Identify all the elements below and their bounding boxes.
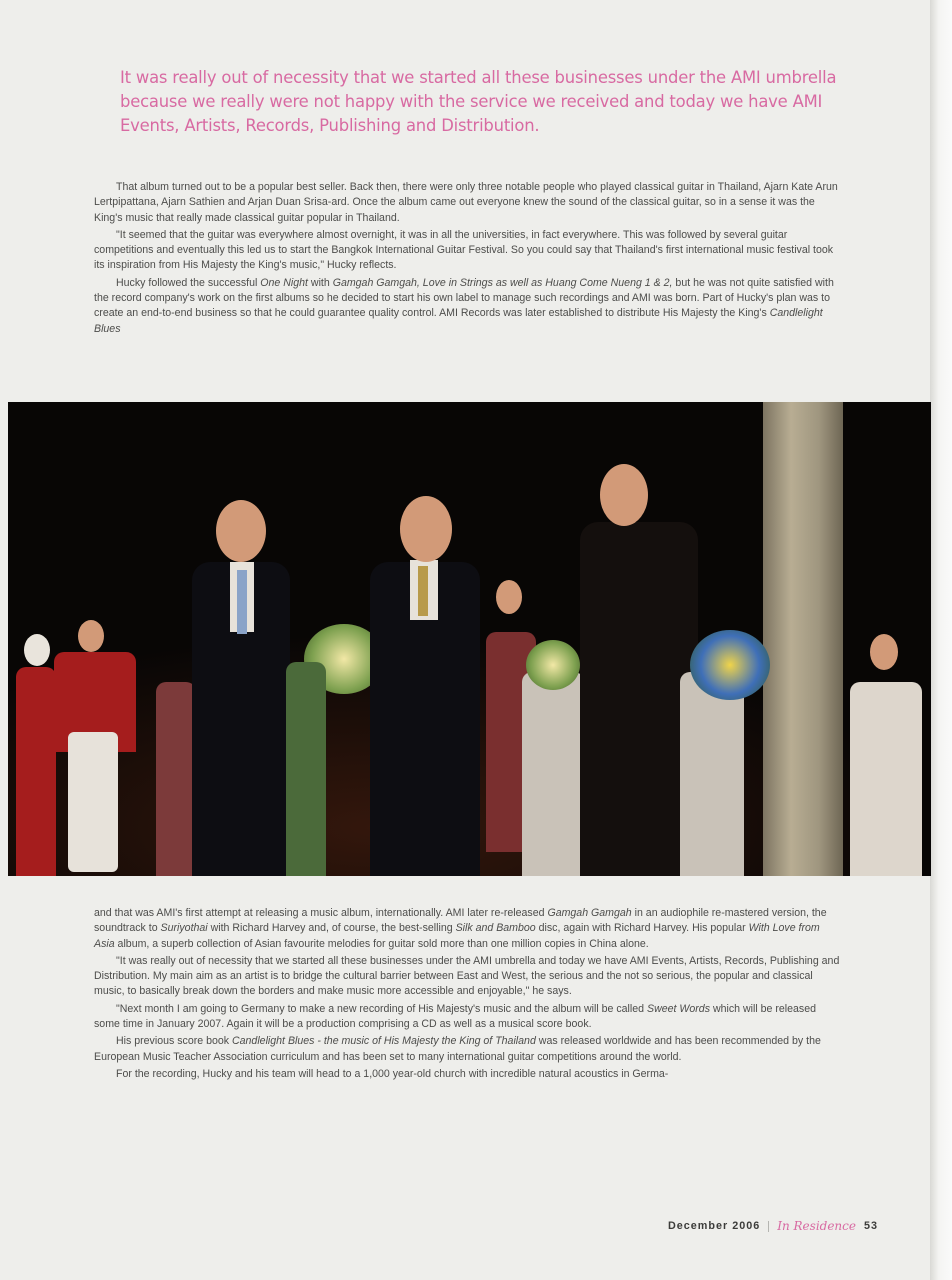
paragraph: [94, 1002, 842, 1033]
footer-divider: [768, 1221, 769, 1232]
magazine-name: In Residence: [777, 1219, 856, 1233]
paragraph: For the recording, Hucky and his team will head to a 1,000 year-old church with incredible natural acoustics in Germa-: [116, 1067, 669, 1080]
paragraph: That album turned out to be a popular best seller. Back then, there were only three notable people who played classical guitar in Thailand, Ajarn Kate Arun Lertpipattana, Ajarn Sathien and Arjan Duan Srisa-ard. Once the album came out everyone knew the sound of the classical guitar, so in a sense it was the King's music that really made classical guitar popular in Thailand.: [94, 181, 838, 224]
performer-head: [496, 580, 522, 614]
text-run: disc, again with Richard Harvey. His popular: [535, 922, 749, 935]
flower-bouquet: [526, 640, 580, 690]
text-run: but he was not quite satisfied with the record company's work on the first albums so he decided to start his own label to manage such recordings and AMI was born. Part of Hucky's plan was to create an end-to-end business so that he could guarantee quality control. AMI Records was later established to distribute His Majesty the King's: [94, 276, 834, 320]
paragraph: [94, 276, 842, 337]
performer-head: [78, 620, 104, 652]
album-title: Gamgah Gamgah, Love in Strings as well as Huang Come Nueng 1 & 2,: [332, 276, 673, 289]
performer-figure: [680, 672, 744, 876]
tie: [418, 566, 428, 616]
text-run: His previous score book: [116, 1035, 232, 1048]
man-head: [400, 496, 452, 562]
man-head: [600, 464, 648, 526]
text-run: which will be released some time in January 2007. Again it will be a production comprising a CD as well as a musical score book.: [94, 1002, 816, 1031]
paragraph: "It seemed that the guitar was everywhere almost overnight, it was in all the universities, in fact everywhere. This was followed by several guitar competitions and eventually this led us to start the Bangkok International Guitar Festival. So you could say that Thailand's first international music festival took its inspiration from His Majesty the King's music," Hucky reflects.: [94, 228, 834, 272]
pull-quote: It was really out of necessity that we started all these businesses under the AMI umbrella because we really were not happy with the service we received and today we have AMI Events, Artists, Records, Publishing and Distribution.: [120, 68, 837, 135]
performer-figure: [850, 682, 922, 876]
performer-legs: [68, 732, 118, 872]
text-run: with Richard Harvey and, of course, the best-selling: [207, 922, 456, 935]
text-run: Hucky followed the successful: [116, 276, 261, 289]
text-run: "Next month I am going to Germany to make a new recording of His Majesty's music and the album will be called: [116, 1002, 647, 1015]
paragraph: [94, 1034, 842, 1065]
performer-head: [24, 634, 50, 666]
album-title: Gamgah Gamgah: [547, 907, 632, 919]
text-run: and that was AMI's first attempt at releasing a music album, internationally. AMI later re-released: [94, 907, 548, 919]
stage-photograph: [8, 402, 931, 876]
issue-date: December 2006: [668, 1220, 761, 1232]
album-title: Candlelight Blues: [94, 307, 823, 335]
performer-head: [870, 634, 898, 670]
book-title: Candlelight Blues - the music of His Majesty the King of Thailand: [232, 1035, 536, 1048]
album-title: With Love from Asia: [94, 922, 820, 950]
text-run: album, a superb collection of Asian favourite melodies for guitar sold more than one million copies in China alone.: [114, 937, 649, 950]
page-number: 53: [863, 1220, 878, 1232]
performer-figure: [156, 682, 196, 876]
performer-figure: [286, 662, 326, 876]
album-title: One Night: [260, 276, 308, 289]
album-title: Suriyothai: [160, 922, 208, 935]
album-title: Sweet Words: [647, 1002, 710, 1015]
article-text-top: [94, 180, 842, 339]
performer-figure: [522, 672, 584, 876]
text-run: in an audiophile re-mastered version, the soundtrack to: [94, 907, 827, 935]
performer-figure: [16, 667, 56, 876]
album-title: Silk and Bamboo: [455, 922, 536, 935]
text-run: with: [307, 276, 333, 289]
flower-bouquet: [690, 630, 770, 700]
page-footer: [668, 1219, 878, 1233]
stage-pillar: [763, 402, 843, 876]
tie: [237, 570, 247, 634]
man-head: [216, 500, 266, 562]
article-text-bottom: [94, 906, 842, 1084]
page-edge: [930, 0, 952, 1280]
paragraph: [94, 906, 842, 952]
text-run: was released worldwide and has been recommended by the European Music Teacher Association curriculum and has been set to many international guitar competitions around the world.: [94, 1035, 821, 1063]
paragraph: "It was really out of necessity that we started all these businesses under the AMI umbrella and today we have AMI Events, Artists, Records, Publishing and Distribution. My main aim as an artist is to bridge the cultural barrier between East and West, the serious and the not so serious, the popular and classical music, to basically break down the borders and make music more accessible and enjoyable," he says.: [94, 954, 840, 998]
